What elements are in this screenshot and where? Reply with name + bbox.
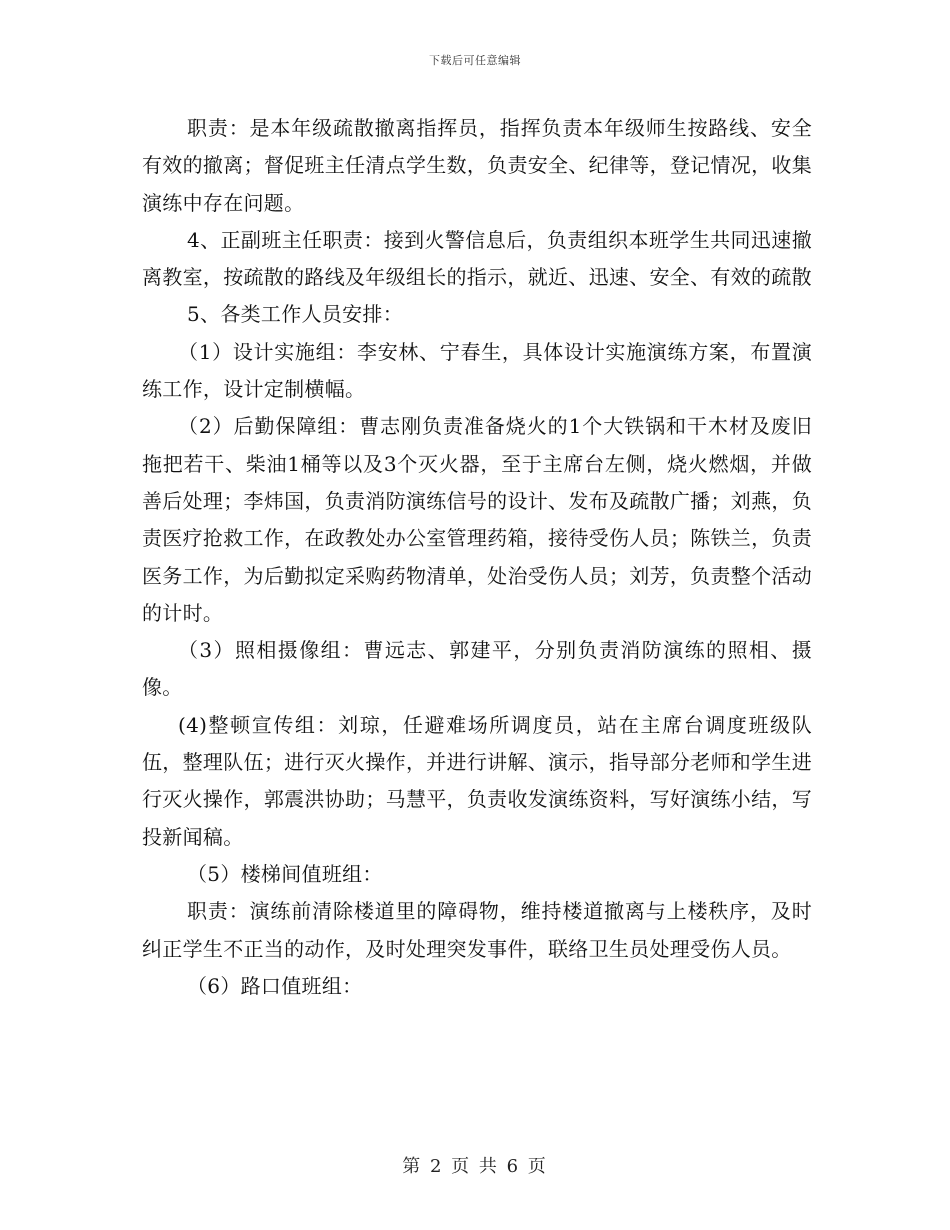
page-header-note: 下载后可任意编辑 — [429, 54, 521, 67]
page-number-footer: 第 2 页 共 6 页 — [402, 1156, 548, 1177]
paragraph-publicity-group: (4)整顿宣传组：刘琼，任避难场所调度员，站在主席台调度班级队伍，整理队伍；进行灭火操作，并进行讲解、演示，指导部分老师和学生进行灭火操作，郭震洪协助；马慧平，负责收发演练资料，写好演练小结，写投新闻稿。 — [142, 712, 812, 849]
paragraph-crossing-group-heading: （6）路口值班组： — [187, 973, 363, 998]
paragraph-staff-arrangement-heading: 5、各类工作人员安排： — [187, 302, 404, 327]
paragraph-photo-group: （3）照相摄像组：曹远志、郭建平，分别负责消防演练的照相、摄像。 — [142, 638, 812, 700]
paragraph-stairwell-duties: 职责：演练前清除楼道里的障碍物，维持楼道撤离与上楼秩序，及时纠正学生不正当的动作，及时处理突发事件，联络卫生员处理受伤人员。 — [142, 899, 812, 961]
paragraph-design-group: （1）设计实施组：李安林、宁春生，具体设计实施演练方案，布置演练工作，设计定制横幅。 — [142, 339, 812, 402]
paragraph-logistics-group: （2）后勤保障组：曹志刚负责准备烧火的1个大铁锅和干木材及废旧拖把若干、柴油1桶等以及3个灭火器，至于主席台左侧，烧火燃烟，并做善后处理；李炜国，负责消防演练信号的设计、发布及疏散广播；刘燕，负责医疗抢救工作，在政教处办公室管理药箱，接待受伤人员；陈铁兰，负责医务工作，为后勤拟定采购药物清单，处治受伤人员；刘芳，负责整个活动的计时。 — [142, 414, 812, 625]
document-body — [142, 110, 812, 1005]
paragraph-stairwell-group-heading: （5）楼梯间值班组： — [187, 861, 383, 886]
paragraph-duty-evacuation-commander: 职责：是本年级疏散撤离指挥员，指挥负责本年级师生按路线、安全有效的撤离；督促班主任清点学生数，负责安全、纪律等，登记情况，收集演练中存在问题。 — [142, 116, 812, 215]
paragraph-class-teacher-duties: 4、正副班主任职责：接到火警信息后，负责组织本班学生共同迅速撤离教室，按疏散的路线及年级组长的指示，就近、迅速、安全、有效的疏散 — [142, 227, 812, 290]
